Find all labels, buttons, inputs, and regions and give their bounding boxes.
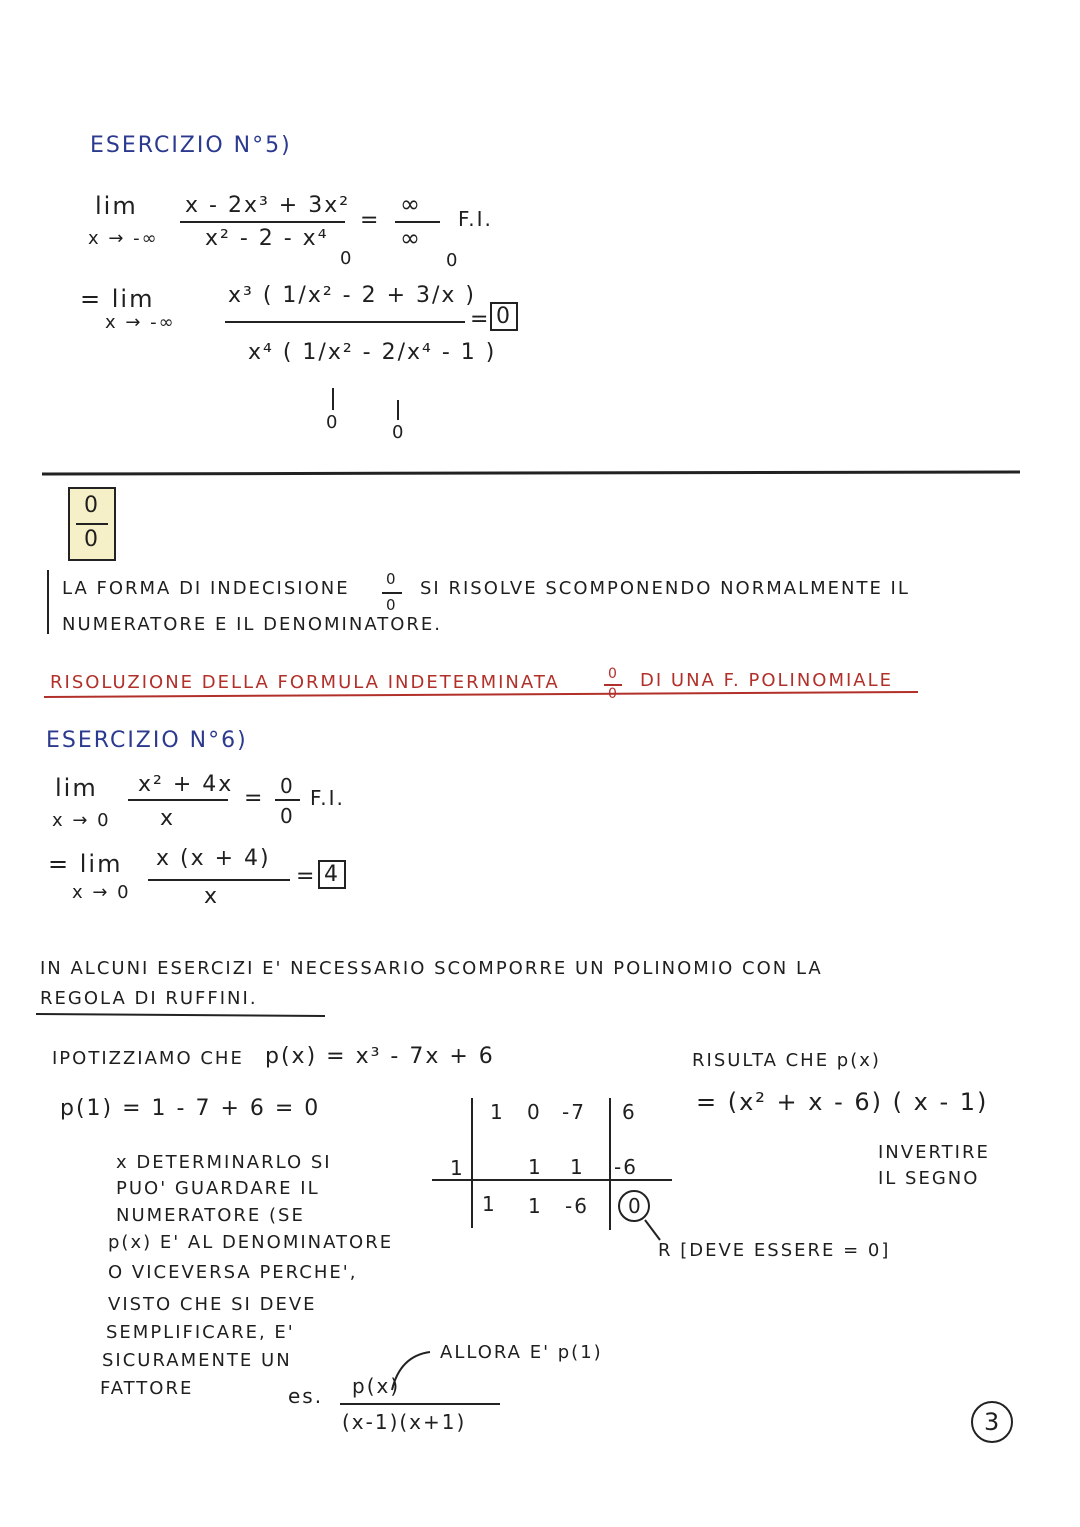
ex6-f-den: 0: [280, 804, 295, 828]
section-heading-b: DI UNA F. POLINOMIALE: [640, 670, 894, 691]
ex6-result-eq: =: [296, 864, 317, 889]
ex6-lim: lim: [55, 774, 98, 802]
hyp-text: IPOTIZZIAMO CHE: [52, 1048, 244, 1069]
definition-frac-num: 0: [386, 570, 398, 588]
ex6-step-sub: x → 0: [72, 882, 131, 903]
arrow-icon: [645, 1220, 660, 1240]
section-divider: [42, 472, 1020, 474]
ex6-f-num: 0: [280, 774, 295, 798]
ex5-step-numerator: x³ ( 1/x² - 2 + 3/x ): [228, 283, 477, 308]
result-line2: = (x² + x - 6) ( x - 1): [696, 1088, 989, 1116]
result-note1: INVERTIRE: [878, 1142, 990, 1163]
example-denominator: (x-1)(x+1): [342, 1410, 467, 1434]
ex6-step-lim: = lim: [48, 850, 123, 878]
ex5-lim: lim: [95, 192, 138, 220]
ex5-step-sub: x → -∞: [105, 312, 176, 333]
ex6-fi: F.I.: [310, 786, 345, 810]
ruffini-mid-1: 1: [570, 1155, 585, 1179]
ex5-title: ESERCIZIO N°5): [90, 133, 292, 158]
ex5-zero-a: 0: [340, 248, 354, 269]
intro-underline: [36, 1014, 325, 1016]
ruffini-remainder: 0: [628, 1194, 643, 1218]
ex6-result: 4: [318, 860, 346, 889]
hyp-note-2: NUMERATORE (SE: [116, 1205, 305, 1226]
ruffini-r-note: R [DEVE ESSERE = 0]: [658, 1240, 891, 1261]
ex5-zero-c: 0: [326, 412, 340, 433]
ex5-numerator: x - 2x³ + 3x²: [185, 193, 351, 218]
ruffini-coeff-3: 6: [622, 1100, 637, 1124]
badge-bar: [76, 523, 108, 525]
ex5-inf-den: ∞: [400, 224, 422, 252]
hyp-note-3: p(x) E' AL DENOMINATORE: [108, 1232, 394, 1253]
ex5-denominator: x² - 2 - x⁴: [205, 226, 329, 251]
badge-num: 0: [84, 493, 100, 518]
ruffini-res-1: 1: [528, 1194, 543, 1218]
ex5-result: 0: [490, 302, 518, 331]
page-number: 3: [984, 1408, 1002, 1436]
ex6-lim-sub: x → 0: [52, 810, 111, 831]
ex5-result-eq: =: [470, 307, 491, 332]
ex6-numerator: x² + 4x: [138, 772, 234, 797]
hyp-note-5: VISTO CHE SI DEVE: [108, 1294, 317, 1315]
hyp-note-6: SEMPLIFICARE, E': [106, 1322, 295, 1343]
ex5-fi: F.I.: [458, 207, 493, 231]
ruffini-coeff-2: -7: [562, 1100, 586, 1124]
ex5-step-denominator: x⁴ ( 1/x² - 2/x⁴ - 1 ): [248, 340, 497, 365]
result-note2: IL SEGNO: [878, 1168, 980, 1189]
heading-frac-den: 0: [608, 686, 619, 702]
ruffini-mid-2: -6: [614, 1155, 638, 1179]
hyp-p1: p(1) = 1 - 7 + 6 = 0: [60, 1096, 321, 1121]
badge-den: 0: [84, 527, 100, 552]
ex5-step-lim: = lim: [80, 285, 155, 313]
ruffini-coeff-1: 0: [527, 1100, 542, 1124]
ex5-zero-b: 0: [446, 250, 460, 271]
definition-line1: LA FORMA DI INDECISIONE: [62, 578, 350, 599]
zero-over-zero-badge: [68, 487, 116, 561]
definition-line2: NUMERATORE E IL DENOMINATORE.: [62, 614, 443, 635]
definition-line1b: SI RISOLVE SCOMPONENDO NORMALMENTE IL: [420, 578, 910, 599]
result-line1: RISULTA CHE p(x): [692, 1050, 881, 1071]
ex5-lim-sub: x → -∞: [88, 228, 159, 249]
definition-frac-den: 0: [386, 596, 398, 614]
hyp-note-8: FATTORE: [100, 1378, 194, 1399]
ex6-equals: =: [244, 786, 265, 811]
ruffini-res-0: 1: [482, 1192, 497, 1216]
ex6-step-numerator: x (x + 4): [156, 846, 271, 871]
ruffini-coeff-0: 1: [490, 1100, 505, 1124]
hyp-note-0: x DETERMINARLO SI: [116, 1152, 332, 1173]
ruffini-mid-0: 1: [528, 1155, 543, 1179]
hyp-note-1: PUO' GUARDARE IL: [116, 1178, 320, 1199]
ex6-denominator: x: [160, 806, 176, 831]
hyp-note-4: O VICEVERSA PERCHE',: [108, 1262, 358, 1283]
ex5-zero-d: 0: [392, 422, 406, 443]
ruffini-intro-line1: IN ALCUNI ESERCIZI E' NECESSARIO SCOMPORRE UN POLINOMIO CON LA: [40, 958, 823, 979]
section-heading: RISOLUZIONE DELLA FORMULA INDETERMINATA: [50, 672, 560, 693]
ruffini-intro-line2: REGOLA DI RUFFINI.: [40, 988, 258, 1009]
example-numerator: p(x): [352, 1374, 401, 1398]
hyp-note-7: SICURAMENTE UN: [102, 1350, 292, 1371]
heading-frac-num: 0: [608, 666, 619, 682]
example-allora: ALLORA E' p(1): [440, 1342, 603, 1363]
ex6-title: ESERCIZIO N°6): [46, 728, 248, 753]
example-label: es.: [288, 1384, 324, 1408]
ruffini-res-2: -6: [565, 1194, 589, 1218]
ex5-equals: =: [360, 208, 381, 233]
definition-frac-bar: [382, 592, 402, 594]
ex5-inf-num: ∞: [400, 190, 422, 218]
ruffini-root: 1: [450, 1156, 465, 1180]
ex6-step-denominator: x: [204, 884, 220, 909]
hyp-poly: p(x) = x³ - 7x + 6: [265, 1044, 495, 1069]
